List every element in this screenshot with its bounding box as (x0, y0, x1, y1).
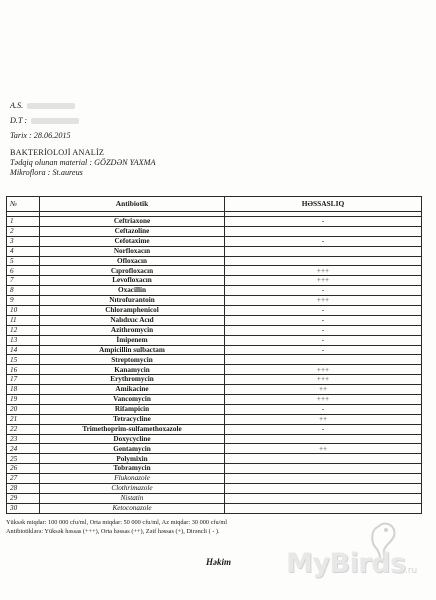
table-row (7, 256, 422, 266)
table-header-row (7, 197, 422, 212)
row-number: 19 (7, 395, 40, 405)
antibiotic-name: Kanamycin (40, 365, 225, 375)
row-number: 26 (7, 464, 40, 474)
table-row (7, 306, 422, 316)
row-number: 25 (7, 454, 40, 464)
row-number: 22 (7, 424, 40, 434)
sensitivity-value: +++ (225, 266, 422, 276)
sensitivity-value: ++ (225, 414, 422, 424)
antibiotic-name: Ceftriaxone (40, 217, 225, 227)
sensitivity-value: +++ (225, 375, 422, 385)
row-number: 23 (7, 434, 40, 444)
antibiotic-name: Ofloxacın (40, 256, 225, 266)
birth-date-line (10, 116, 79, 126)
antibiotic-name: Polymixin (40, 454, 225, 464)
table-row (7, 296, 422, 306)
antibiotic-name: Rifampicin (40, 404, 225, 414)
sensitivity-value: - (225, 335, 422, 345)
table-row (7, 493, 422, 503)
row-number: 13 (7, 335, 40, 345)
row-number: 10 (7, 306, 40, 316)
sensitivity-value: +++ (225, 395, 422, 405)
table-row (7, 414, 422, 424)
table-row (7, 286, 422, 296)
table-row (7, 464, 422, 474)
table-row (7, 246, 422, 256)
row-number: 27 (7, 474, 40, 484)
analysis-title: BAKTERİOLOJİ ANALİZ (10, 148, 105, 157)
row-number: 20 (7, 404, 40, 414)
table-row (7, 503, 422, 513)
row-number: 5 (7, 256, 40, 266)
row-number: 12 (7, 325, 40, 335)
antibiotic-name: Azithromycin (40, 325, 225, 335)
antibiotic-name: Streptomycin (40, 355, 225, 365)
quantity-legend: Yüksək miqdar: 100 000 cfu/ml, Orta miqdar: 50 000 cfu/ml, Az miqdar: 30 000 cfu/ml (6, 519, 228, 526)
as-label: A.S. (10, 101, 24, 110)
table-row (7, 424, 422, 434)
row-number: 21 (7, 414, 40, 424)
sensitivity-value (225, 454, 422, 464)
antibiotic-name: Norfloxacın (40, 246, 225, 256)
sensitivity-value: - (225, 217, 422, 227)
sensitivity-value: +++ (225, 296, 422, 306)
table-row (7, 276, 422, 286)
table-row (7, 484, 422, 494)
antibiotic-name: Flukonazole (40, 474, 225, 484)
antibiotic-name: Nalıdıxıc Acıd (40, 315, 225, 325)
sensitivity-value: - (225, 315, 422, 325)
sensitivity-value (225, 434, 422, 444)
antibiotic-name: Chloramphenicol (40, 306, 225, 316)
table-row (7, 375, 422, 385)
row-number: 18 (7, 385, 40, 395)
antibiotic-name: Trimethoprim-sulfamethoxazole (40, 424, 225, 434)
table-row (7, 434, 422, 444)
antibiotic-name: Amikacine (40, 385, 225, 395)
table-row (7, 385, 422, 395)
table-row (7, 395, 422, 405)
sensitivity-value: - (225, 325, 422, 335)
sensitivity-value: - (225, 424, 422, 434)
row-number: 17 (7, 375, 40, 385)
sensitivity-legend: Antibiotiklərə: Yüksək həssas (+++), Orta həssas (++), Zəif həssas (+), Dirəncli ( - ). (6, 528, 220, 535)
sensitivity-value: - (225, 236, 422, 246)
row-number: 15 (7, 355, 40, 365)
microflora-line: Mikroflora : St.aureus (10, 168, 83, 177)
sensitivity-value (225, 226, 422, 236)
antibiotic-name: Ketoconazole (40, 503, 225, 513)
antibiotic-name: Cefotaxime (40, 236, 225, 246)
watermark-tld: .ru (405, 566, 418, 576)
antibiotic-name: Clothrimazole (40, 484, 225, 494)
antibiotic-name: Gentamycin (40, 444, 225, 454)
row-number: 8 (7, 286, 40, 296)
row-number: 4 (7, 246, 40, 256)
table-row (7, 345, 422, 355)
table-row (7, 335, 422, 345)
table-row (7, 217, 422, 227)
table-row (7, 355, 422, 365)
antibiotic-name: Cıprofloxacın (40, 266, 225, 276)
dt-label: D.T : (10, 116, 28, 125)
sensitivity-value: ++ (225, 444, 422, 454)
sensitivity-value: ++ (225, 385, 422, 395)
row-number: 16 (7, 365, 40, 375)
row-number: 24 (7, 444, 40, 454)
watermark-text: MyBirds (286, 548, 406, 579)
redacted-date (31, 118, 79, 124)
row-number: 1 (7, 217, 40, 227)
table-row (7, 325, 422, 335)
sensitivity-value (225, 493, 422, 503)
row-number: 3 (7, 236, 40, 246)
row-number: 11 (7, 315, 40, 325)
row-number: 30 (7, 503, 40, 513)
antibiotic-name: Tetracycline (40, 414, 225, 424)
row-number: 28 (7, 484, 40, 494)
antibiotic-name: İmipenem (40, 335, 225, 345)
antibiotic-name: Levofloxacın (40, 276, 225, 286)
doctor-label: Həkim (206, 557, 231, 567)
report-date: Tarix : 28.06.2015 (10, 131, 71, 140)
sensitivity-value (225, 246, 422, 256)
antibiotic-name: Ceftazoline (40, 226, 225, 236)
row-number: 9 (7, 296, 40, 306)
table-row (7, 444, 422, 454)
table-row (7, 236, 422, 246)
antibiotic-name: Oxacillin (40, 286, 225, 296)
row-number: 6 (7, 266, 40, 276)
sensitivity-value (225, 464, 422, 474)
header-sensitivity: HƏSSASLIQ (225, 197, 422, 212)
table-row (7, 315, 422, 325)
sensitivity-value (225, 355, 422, 365)
row-number: 2 (7, 226, 40, 236)
sensitivity-value: - (225, 345, 422, 355)
antibiotic-name: Nıtrofurantoin (40, 296, 225, 306)
sensitivity-value: - (225, 286, 422, 296)
sensitivity-value: - (225, 306, 422, 316)
antibiotic-table (6, 196, 422, 514)
sensitivity-value: +++ (225, 276, 422, 286)
antibiotic-name: Erythromycin (40, 375, 225, 385)
table-row (7, 474, 422, 484)
table-row (7, 266, 422, 276)
sensitivity-value: - (225, 404, 422, 414)
material-line: Tədqiq olunan material : GÖZDƏN YAXMA (10, 158, 156, 167)
patient-initials (10, 101, 75, 111)
row-number: 7 (7, 276, 40, 286)
header-number: № (7, 197, 40, 212)
sensitivity-value (225, 256, 422, 266)
sensitivity-value (225, 474, 422, 484)
table-row (7, 404, 422, 414)
sensitivity-value (225, 503, 422, 513)
redacted-name (27, 103, 75, 109)
antibiotic-name: Doxycycline (40, 434, 225, 444)
sensitivity-value: +++ (225, 365, 422, 375)
table-row (7, 365, 422, 375)
antibiotic-name: Nistatin (40, 493, 225, 503)
sensitivity-value (225, 484, 422, 494)
table-row (7, 454, 422, 464)
header-antibiotic: Antibiotik (40, 197, 225, 212)
row-number: 29 (7, 493, 40, 503)
antibiotic-name: Vancomycin (40, 395, 225, 405)
antibiotic-name: Tobramycin (40, 464, 225, 474)
row-number: 14 (7, 345, 40, 355)
antibiotic-name: Ampicillin sulbactam (40, 345, 225, 355)
table-row (7, 226, 422, 236)
